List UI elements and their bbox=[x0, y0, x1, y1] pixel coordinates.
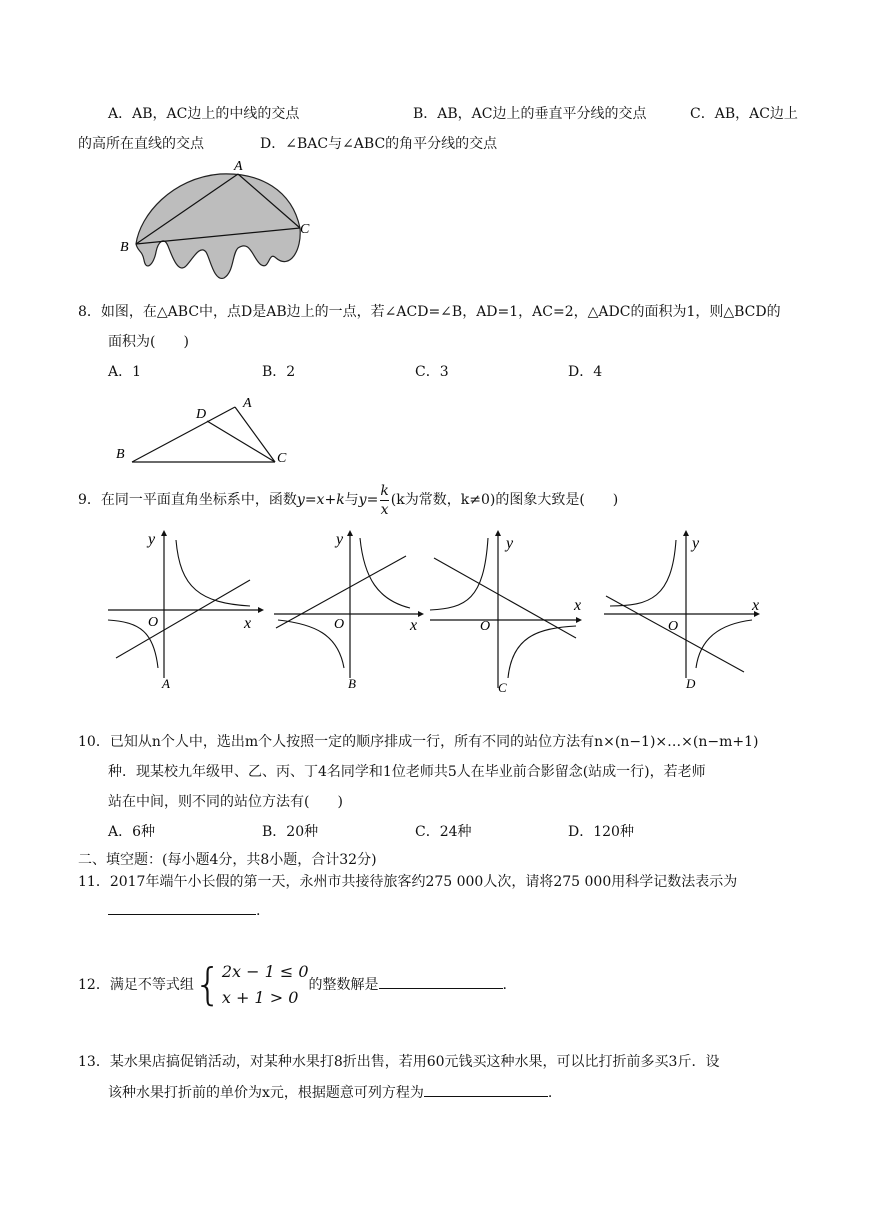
figure-label: O bbox=[148, 615, 159, 630]
q9-graph-b bbox=[268, 528, 438, 698]
q7-figure bbox=[110, 160, 320, 290]
q10-stem-line2: 种．现某校九年级甲、乙、丙、丁4名同学和1位老师共5人在毕业前合影留念(站成一行)，若老师 bbox=[108, 764, 706, 780]
figure-label: y bbox=[692, 535, 700, 552]
q7-shaded-region bbox=[136, 174, 300, 279]
q8-option-d: D．4 bbox=[568, 364, 603, 380]
figure-label: x bbox=[410, 617, 418, 634]
section-2-heading: 二、填空题：(每小题4分，共8小题，合计32分) bbox=[78, 852, 377, 868]
figure-label: x bbox=[244, 615, 252, 632]
q13-stem-line1: 13．某水果店搞促销活动，对某种水果打8折出售，若用60元钱买这种水果，可以比打折前多买3斤．设 bbox=[78, 1054, 720, 1070]
q10-option-b: B．20种 bbox=[262, 824, 319, 840]
q11-stem: 11．2017年端午小长假的第一天，永州市共接待旅客约275 000人次，请将275 000用科学记数法表示为 bbox=[78, 874, 738, 890]
q9-suffix: (k为常数，k≠0)的图象大致是( ) bbox=[390, 492, 619, 508]
q7-option-d: D．∠BAC与∠ABC的角平分线的交点 bbox=[260, 136, 498, 152]
q10-option-a: A．6种 bbox=[108, 824, 156, 840]
q8-option-b: B．2 bbox=[262, 364, 296, 380]
q10-option-d: D．120种 bbox=[568, 824, 634, 840]
q8-label-a: A bbox=[243, 396, 252, 411]
q13-stem-line2: 该种水果打折前的单价为x元，根据题意可列方程为 . bbox=[108, 1082, 552, 1103]
q10-stem-line3: 站在中间，则不同的站位方法有( ) bbox=[108, 794, 343, 810]
q12-ineq1: 2x − 1 ≤ 0 bbox=[221, 962, 309, 981]
q9-func1: y=x+k bbox=[296, 492, 345, 508]
q9-graph-b-label: B bbox=[348, 676, 356, 691]
q8-option-a: A．1 bbox=[108, 364, 142, 380]
q9-fraction bbox=[380, 482, 388, 519]
q13-blank[interactable] bbox=[424, 1082, 548, 1097]
q12-blank[interactable] bbox=[379, 974, 503, 989]
q8-label-b: B bbox=[116, 447, 125, 462]
q12-prefix: 12．满足不等式组 bbox=[78, 977, 194, 993]
figure-label: O bbox=[668, 619, 679, 634]
q12-brace: { bbox=[193, 959, 222, 1010]
figure-label: y bbox=[506, 535, 514, 552]
q12-suffix: 的整数解是 bbox=[308, 977, 379, 993]
q9-frac-den: x bbox=[380, 501, 389, 518]
q7-option-c-part2: 的高所在直线的交点 bbox=[78, 136, 204, 152]
q8-stem-line1: 8．如图，在△ABC中，点D是AB边上的一点，若∠ACD=∠B，AD=1，AC=2，△ADC的面积为1，则△BCD的 bbox=[78, 304, 781, 320]
q12-ineq2: x + 1 > 0 bbox=[221, 988, 299, 1007]
q7-option-a: A．AB，AC边上的中线的交点 bbox=[108, 106, 300, 122]
q9-graph-a-label: A bbox=[162, 676, 170, 691]
q11-answer-line: . bbox=[108, 900, 260, 921]
q7-label-b: B bbox=[120, 240, 129, 255]
q7-label-a: A bbox=[234, 159, 243, 174]
q8-stem-line2: 面积为( ) bbox=[108, 334, 189, 350]
q9-graph-d-label: D bbox=[686, 676, 696, 691]
figure-label: y bbox=[148, 531, 156, 548]
q8-label-d: D bbox=[196, 407, 207, 422]
q10-option-c: C．24种 bbox=[415, 824, 472, 840]
q8-figure bbox=[110, 390, 300, 470]
figure-label: x bbox=[574, 597, 582, 614]
q7-option-c-part1: C．AB，AC边上 bbox=[690, 106, 798, 122]
q12-stem: 12．满足不等式组{ 2x − 1 ≤ 0 x + 1 > 0 的整数解是 . bbox=[78, 959, 507, 1010]
q9-stem bbox=[78, 478, 618, 522]
q10-stem-line1: 10．已知从n个人中，选出m个人按照一定的顺序排成一行，所有不同的站位方法有n×(n−1)×…×(n−m+1) bbox=[78, 734, 759, 750]
q9-graph-d bbox=[600, 528, 770, 698]
figure-label: x bbox=[752, 597, 760, 614]
q12-system bbox=[222, 959, 309, 1011]
q9-graph-c bbox=[426, 528, 596, 698]
figure-label: O bbox=[334, 617, 345, 632]
q8-option-c: C．3 bbox=[415, 364, 449, 380]
figure-label: y bbox=[336, 531, 344, 548]
q9-func2-lhs: y= bbox=[358, 492, 379, 508]
q9-mid: 与 bbox=[344, 492, 359, 508]
figure-label: O bbox=[480, 619, 491, 634]
q7-label-c: C bbox=[300, 222, 310, 237]
q7-option-b: B．AB，AC边上的垂直平分线的交点 bbox=[413, 106, 647, 122]
q9-prefix: 9．在同一平面直角坐标系中，函数 bbox=[78, 492, 297, 508]
q9-frac-num: k bbox=[380, 482, 389, 499]
q8-label-c: C bbox=[277, 451, 287, 466]
q9-graph-a bbox=[100, 528, 270, 698]
q9-graph-c-label: C bbox=[498, 680, 507, 695]
q11-blank[interactable] bbox=[108, 900, 256, 915]
